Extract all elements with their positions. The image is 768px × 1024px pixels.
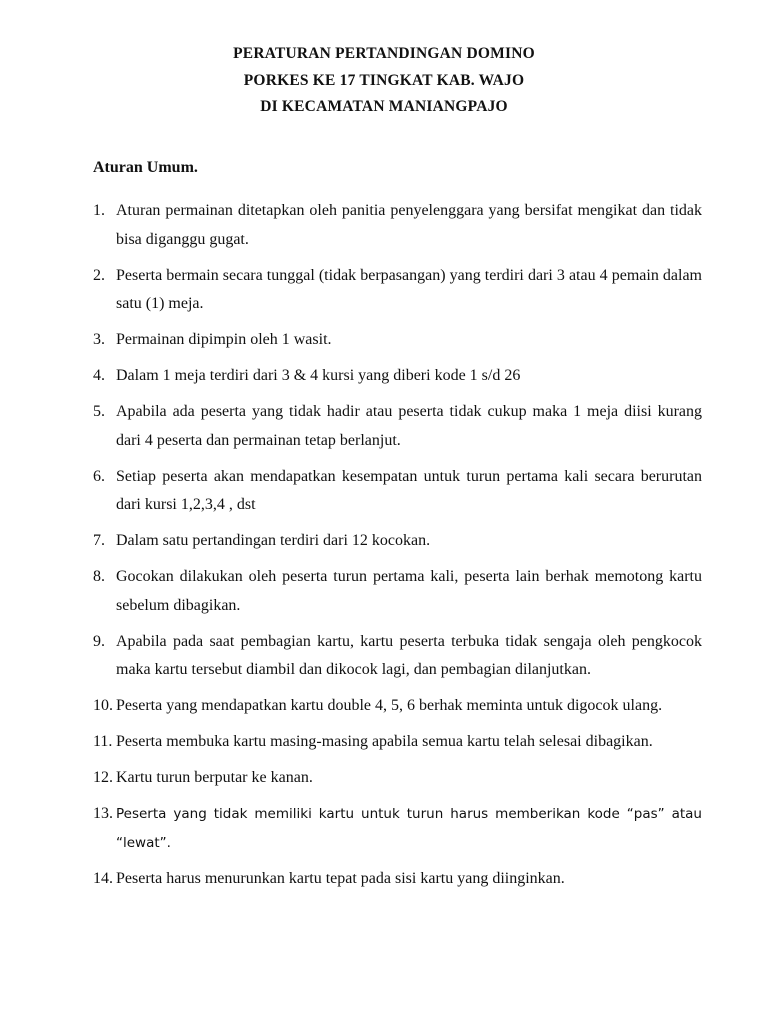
rule-item-12 [93, 764, 702, 793]
section-heading: Aturan Umum. [93, 159, 198, 176]
rule-text: Peserta harus menurunkan kartu tepat pada sisi kartu yang diinginkan. [116, 869, 565, 887]
document-title [0, 41, 768, 121]
rule-number: 4. [93, 367, 105, 384]
rule-number: 10. [93, 697, 113, 714]
rule-text: Gocokan dilakukan oleh peserta turun pertama kali, peserta lain berhak memotong kartu sebelum dibagikan. [116, 568, 702, 614]
rule-number: 13. [93, 805, 113, 822]
rules-list [93, 197, 702, 901]
title-line-3: DI KECAMATAN MANIANGPAJO [260, 98, 508, 115]
rule-text: Peserta membuka kartu masing-masing apabila semua kartu telah selesai dibagikan. [116, 733, 653, 750]
rule-number: 12. [93, 769, 113, 786]
rule-text: Apabila pada saat pembagian kartu, kartu peserta terbuka tidak sengaja oleh pengkocok maka kartu tersebut diambil dan dikocok lagi, dan pembagian dilanjutkan. [116, 632, 702, 678]
rule-item-7 [93, 527, 702, 556]
rule-text: Aturan permainan ditetapkan oleh panitia penyelenggara yang bersifat mengikat dan tidak bisa diganggu gugat. [116, 202, 702, 248]
rule-text: Dalam 1 meja terdiri dari 3 & 4 kursi yang diberi kode 1 s/d 26 [116, 367, 521, 384]
rule-item-4 [93, 362, 702, 391]
rule-number: 1. [93, 202, 105, 219]
rule-item-9 [93, 628, 702, 685]
rule-text: Peserta yang mendapatkan kartu double 4, 5, 6 berhak meminta untuk digocok ulang. [116, 697, 663, 714]
rule-item-2 [93, 262, 702, 319]
rule-item-14 [93, 865, 702, 894]
rule-text: Peserta bermain secara tunggal (tidak berpasangan) yang terdiri dari 3 atau 4 pemain dalam satu (1) meja. [116, 266, 702, 312]
rule-item-6 [93, 463, 702, 520]
rule-number: 5. [93, 403, 105, 420]
rule-number: 3. [93, 331, 105, 348]
rule-number: 8. [93, 568, 105, 585]
rule-item-3 [93, 326, 702, 355]
rule-text: Apabila ada peserta yang tidak hadir atau peserta tidak cukup maka 1 meja diisi kurang dari 4 peserta dan permainan tetap berlanjut. [116, 403, 702, 449]
rule-text: Peserta yang tidak memiliki kartu untuk turun harus memberikan kode “pas” atau “lewat”. [116, 806, 702, 851]
rule-number: 7. [93, 532, 105, 549]
rule-number: 14. [93, 869, 113, 887]
title-line-2: PORKES KE 17 TINGKAT KAB. WAJO [243, 71, 525, 89]
rule-item-13 [93, 800, 702, 857]
rule-text: Kartu turun berputar ke kanan. [116, 769, 313, 786]
rule-text: Permainan dipimpin oleh 1 wasit. [116, 331, 332, 348]
rule-item-1 [93, 197, 702, 254]
rule-number: 2. [93, 266, 105, 284]
rule-number: 6. [93, 467, 105, 485]
rule-item-8 [93, 563, 702, 620]
rule-text: Setiap peserta akan mendapatkan kesempatan untuk turun pertama kali secara berurutan dari kursi 1,2,3,4 , dst [116, 467, 702, 513]
rule-text: Dalam satu pertandingan terdiri dari 12 kocokan. [116, 532, 431, 549]
rule-number: 11. [93, 733, 113, 750]
rule-item-11 [93, 728, 702, 757]
title-line-1: PERATURAN PERTANDINGAN DOMINO [233, 45, 535, 62]
rule-item-5 [93, 398, 702, 455]
rule-item-10 [93, 692, 702, 721]
rule-number: 9. [93, 632, 105, 650]
